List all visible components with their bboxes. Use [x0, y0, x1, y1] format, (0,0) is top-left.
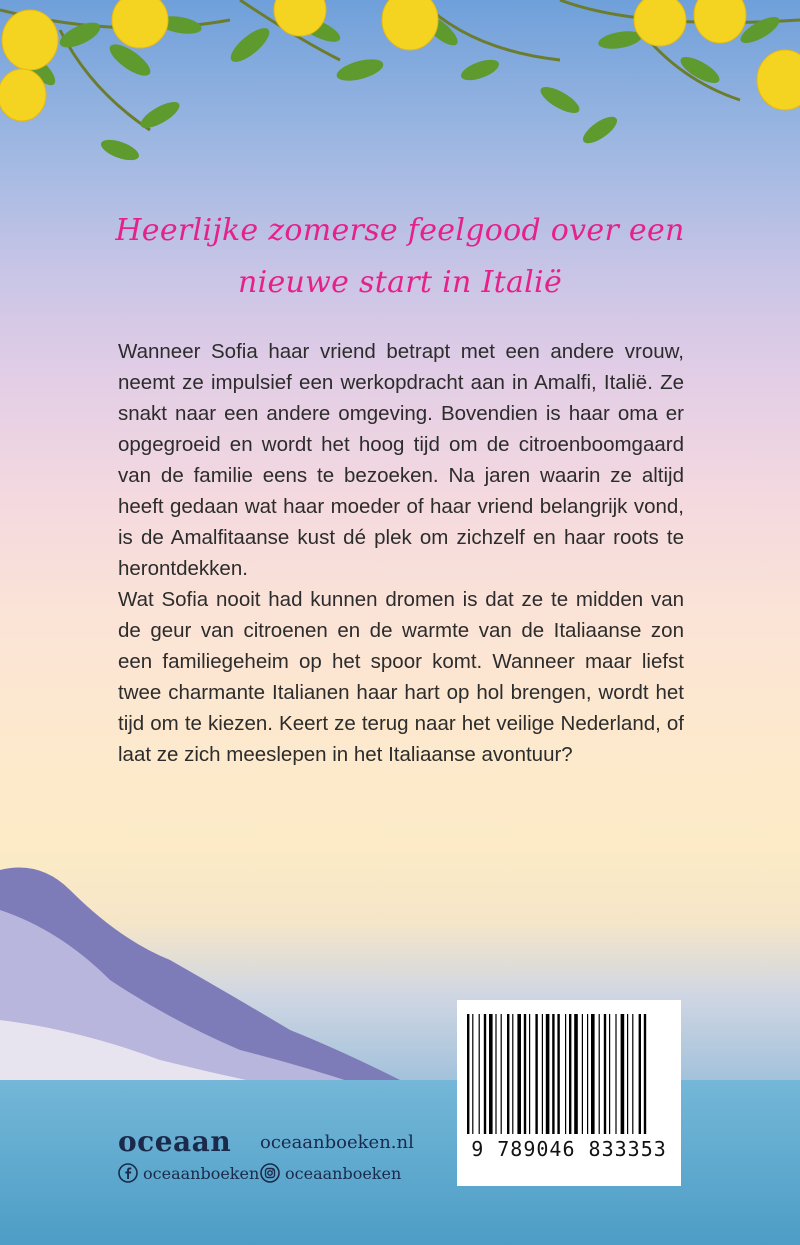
facebook-handle: oceaanboeken	[143, 1163, 260, 1183]
tagline	[0, 205, 800, 309]
barcode-bars	[465, 1014, 673, 1134]
blurb-paragraph-1: Wanneer Sofia haar vriend betrapt met een andere vrouw, neemt ze impulsief een werkopdracht aan in Amalfi, Italië. Ze snakt naar een andere omgeving. Bovendien is haar oma er opgegroeid en wordt het hoog tijd om de citroenboomgaard van de familie eens te bezoeken. Na jaren waarin ze altijd heeft gedaan wat haar moeder of haar vriend belangrijk vond, is de Amalfitaanse kust dé plek om zichzelf en haar roots te herontdekken.	[118, 340, 684, 580]
book-blurb	[118, 336, 684, 770]
tagline-line-2: nieuwe start in Italië	[237, 265, 563, 300]
instagram-handle: oceaanboeken	[285, 1163, 402, 1183]
publisher-website[interactable]: oceaanboeken.nl	[260, 1132, 414, 1153]
isbn-barcode	[457, 1000, 681, 1186]
blurb-paragraph-2: Wat Sofia nooit had kunnen dromen is dat ze te midden van de geur van citroenen en de warmte van de Italiaanse zon een familiegeheim op het spoor komt. Wanneer maar liefst twee charmante Italianen haar hart op hol brengen, wordt het tijd om te kiezen. Keert ze terug naar het veilige Nederland, of laat ze zich meeslepen in het Italiaanse avontuur?	[118, 588, 684, 766]
isbn-number: 9 789046 833353	[471, 1137, 667, 1161]
instagram-icon	[260, 1163, 280, 1183]
lemon-branch-illustration	[0, 0, 800, 180]
instagram-link[interactable]	[260, 1163, 401, 1183]
tagline-line-1: Heerlijke zomerse feelgood over een	[115, 213, 685, 248]
facebook-icon	[118, 1163, 138, 1183]
facebook-link[interactable]	[118, 1163, 259, 1183]
publisher-logo: oceaan	[118, 1125, 232, 1158]
